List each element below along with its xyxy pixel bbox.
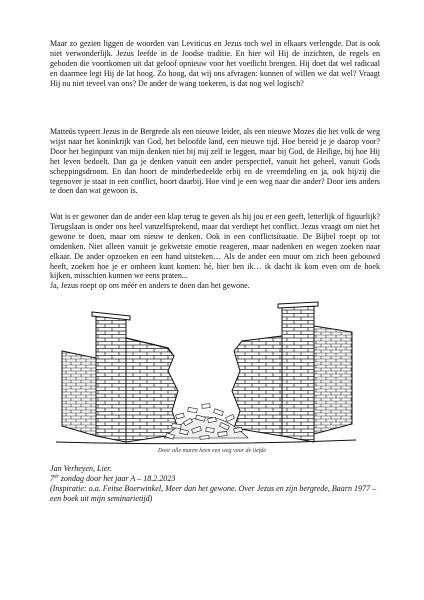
paragraph-terugslaan-text: Wat is er gewoner dan de ander een klap terug te geven als hij jou er een geeft, letterlijk of figuurlijk? Terugslaan is onder ons heel vanzelfsprekend, maar dat verdiept het conflict. Jezus vraagt om niet het gewone te doen, maar om nieuw te denken. Ook in een conflictsituatie. De Bijbel roept op tot omdenken. Niet alleen vanuit je gekwetste emotie reageren, maar nadenken en wegen zoeken naar elkaar. De ander opzoeken en een hand uitsteken… Als de ander een muur om zich heen gebouwd heeft, zoeken hoe je er omheen kunt komen: hé, hier ben ik… ik dacht ik kom even om de hoek kijken, misschien kunnen we eens praten... — [50, 212, 380, 281]
sunday-ordinal: 7 — [50, 473, 55, 483]
inspiration-note: (Inspiratie: o.a. Feitse Boerwinkel, Meer dan het gewone. Over Jezus en zijn bergrede, Baarn 1977 – een boek uit mijn seminarietijd) — [50, 483, 377, 503]
signature-block — [50, 464, 380, 504]
broken-wall-illustration — [56, 296, 356, 446]
figure-caption: Door alle muren heen een weg voor de liefde — [157, 448, 267, 454]
paragraph-terugslaan — [50, 212, 380, 291]
occasion-text: zondag door het jaar A – 18.2.2023 — [58, 473, 176, 483]
occasion-line — [50, 474, 380, 484]
right-wall — [232, 302, 352, 442]
paragraph-bergrede: Matteüs typeert Jezus in de Bergrede als een nieuwe leider, als een nieuwe Mozes die het volk de weg wijst naar het koninkrijk van God, het beloofde land, een nieuwe tijd. Hoe bereid je je daarop voor? Door het beginpunt van mijn denken niet bij mij zelf te leggen, maar bij God, de Heilige, bij hoe Hij het leven bedoelt. Dan ga je denken vanuit een ander perspectief, vanuit het geheel, vanuit Gods scheppingsdroom. En dan hoort de minderbedeelde erbij en de vreemdeling en ja, ook hij/zij die tegenover je staat in een conflict, hoort daarbij. Hoe vind je een weg naar die ander? Door iets anders te doen dan wat gewoon is. — [50, 127, 380, 196]
paragraph-closing-line: Ja, Jezus roept op om méér en anders te doen dan het gewone. — [50, 281, 250, 291]
rubble-pile — [164, 404, 248, 440]
ordinal-suffix: de — [54, 474, 59, 480]
author-line: Jan Verheyen, Lier. — [50, 464, 112, 473]
left-wall — [62, 312, 180, 442]
paragraph-leviticus: Maar zo gezien liggen de woorden van Leviticus en Jezus toch wel in elkaars verlengde. Dat is ook niet verwonderlijk. Jezus leefde in de Joodse traditie. En hier wil Hij de inzichten, de regels en geboden die voortkomen uit dat geloof opnieuw voor het voetlicht brengen. Hij doet dat wel radicaal en daarmee legt Hij de lat hoog. Zo hoog, dat wij ons afvragen: kunnen of willen we dat wel? Vraagt Hij nu niet teveel van ons? De ander de wang toekeren, is dat nog wel logisch? — [50, 39, 380, 88]
